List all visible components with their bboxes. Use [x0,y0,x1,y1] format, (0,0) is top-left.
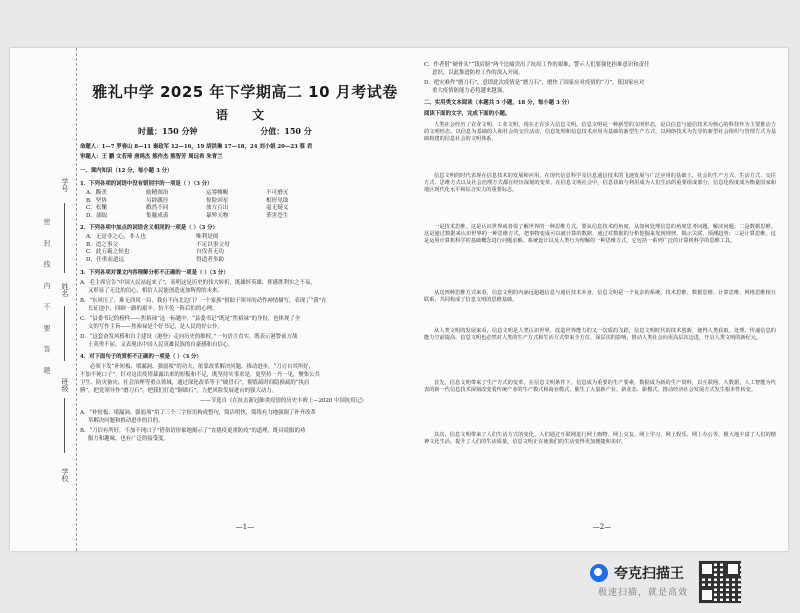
q3-option-d-cont: 士英勇不屈，又表现出中国人民英雄民族的自豪感和自信心。 [88,342,234,348]
exam-sheet [10,48,788,551]
q1-option-b[interactable]: B．坚协 另辟蹊径 惊险回星 相形见绌 [86,197,289,204]
q4-option-a[interactable]: A．“补短板、堵漏洞、强弱项”用了三个三字短语构成整句，简洁明快，简练有力地强调了补齐改革 [80,410,316,416]
q4-quote-line-1: 必须下发“补短板、堵漏洞、强弱项”的功夫，依靠改革解决问题、推动进步，“刀刃自其所好， [90,364,314,370]
question-2: 2．下列各项中加点的词语含义相同的一项是（ ）（3 分） [80,225,218,231]
question-1-options [86,190,326,220]
q4-option-d[interactable]: D．把灾难作“磨刀石”，意即此次疫情是“磨刀石”，磨快了国家应对疫情的“刀”，使国家应对 [424,80,645,86]
time-score-line [138,126,372,137]
label-school: 学校 [61,468,69,482]
section1-heading: 一、课内知识（12 分，每小题 3 分） [80,168,173,174]
question-1: 1．下列各项的词语中没有错别字的一项是（ ）（3 分） [80,181,213,187]
label-class: 班级 [61,378,69,392]
q4-source: ——节选自《在抗击新冠肺炎疫情的历史丰碑上—2020 中国抗疫记》 [200,398,367,404]
label-name: 姓名 [61,283,69,297]
passage-paragraph-3: 一是技术思维。这是认识世界或者说了解世界的一种思维方式。要从信息技术的角度，从如何处理信息的角度思考问题、解决问题；二是数据思维。这是通过数据来认识世界的一种思维方式，把事物变成可以被计算的数据，通过对数据的分析挖掘来发现规律、揭示关联、预测趋势；三是计算思维。这是运用计算机科学的基础概念进行问题求解、系统设计以及人类行为理解的一种思维方式，它包括一系列广泛的计算机科学的思维工具。 [424,224,776,245]
page-number-1: —1— [235,523,255,531]
q3-option-c[interactable]: C．“县委书记的榜样——焦裕禄”这一标题中，“县委书记”既是“焦裕禄”的身份，也体现了全 [80,316,301,322]
reviewers-line: 审题人：王 鹏 文若琦 唐鸿杰 熊作杰 熊智芳 周远希 朱青兰 [80,154,223,160]
quark-logo-icon [590,564,608,582]
scanner-watermark [590,560,790,600]
question-3: 3．下列各项对课文内容理解分析不正确的一项是（ ）（3 分） [80,270,229,276]
name-line [64,306,65,361]
section2-heading: 二、实用类文本阅读（本题共 5 小题，18 分，每小题 3 分） [424,100,573,106]
left-page [80,48,410,551]
q4-option-b[interactable]: B．“刀信有所好，不加不钝口子”借俗语形象地揭示了“直挑疫更重防疫”的道理，既具说服的劝 [80,428,306,434]
passage-paragraph-2: 信息文明的时代表现在信息技术的发展和应用，在现代信息科学及信息通信技术的飞速发展与广泛应用的基础上，社会的生产方式、生活方式、交往方式、思维方式以及社会治理方式都在经历深刻的变革。在信息文明社会中，信息获取与利用成为人们生活的重要组成部分，信息化程度成为衡量国家和地区现代化水平和综合实力的重要标志。 [424,173,776,194]
q1-option-a[interactable]: A．撕杀 励精图治 运筹帷幄 不可磨灭 [86,190,289,196]
q4-option-d-cont: 重大疫情防能力必将越来越强。 [432,88,508,94]
seal-line-text: 密 封 线 内 不 要 答 题 [43,218,51,380]
right-page [424,48,780,551]
passage-paragraph-5: 从人类文明的发展来看，信息文明是人类认识世界、改造世界能力的又一次质的飞跃，信息文明时代的技术创新，使得人类获取、处理、传递信息的能力空前提高，信息文明也必然对人类的生产方式和生活方式带来全方位、深层次的影响，推动人类社会向更高层次迈进，开启人类文明的新纪元。 [424,328,776,342]
q3-option-a-cont: 又彰显了无比的信心，相信人民能创造更加辉煌的未来。 [88,288,223,294]
reading-instruction: 阅读下面的文字，完成下面的小题。 [424,111,511,117]
subject-title: 语 文 [215,108,275,122]
passage-paragraph-7: 其次，信息文明带来了人们生活方式的变化。人们通过互联网进行网上购物、网上交友、网上学习、网上娱乐、网上办公等，极大地丰富了人们的精神文化生活，提升了人们的生活质量，信息文明正在使我们的生活变得更加便捷和美好。 [424,432,776,446]
q1-option-c[interactable]: C．松懈 戳然不同 放方百出 毫无疑义 [86,205,289,212]
question-2-options [86,234,256,264]
authors-line: 命题人：1—7 罗春山 8—11 秦政军 12—16，19 胡洪琳 17—18，24 刘小娟 20—23 蔡 君 [80,144,313,150]
label-number: 学号 [61,178,69,192]
page-number-2: —2— [592,523,612,531]
q2-option-a[interactable]: A．无是非之心，非人也 唯利是图 [86,234,219,240]
q2-option-d[interactable]: D．任重而道远 得道者多助 [86,256,224,263]
q3-option-b[interactable]: B．“东风压了，难无西风一局，我有不向北边门？一个家族”借助于领导的动作神情描写，表现了“我”在 [80,298,327,304]
exam-title: 雅礼中学 2025 年下学期高二 10 月考试卷 [92,83,398,101]
qr-code-icon [698,560,742,604]
q4-quote-line-3: 卫生、防灾备灾、社会治理等重点领域，通过深化改革等于“破冒石”，彻底疏时间隐换疏的“执肩 [80,380,310,386]
passage-paragraph-4: 从这四种思维方式来看，信息文明的内涵远超越信息与通信技术本身，信息文明是一个复杂的系统，技术思维、数据思维、计算思维、网络思维相互联系，共同构成了信息文明的思维基础。 [424,290,776,304]
q1-option-d[interactable]: D．溺取 集腋成裘 暴殄天物 荼害苍生 [86,212,289,219]
q3-option-d[interactable]: D．“这套奋发风格和自主建设（港登）走向历史的维权。”一句语言直实，既表示港警前方战 [80,334,298,340]
total-score: 分值：150 分 [260,126,312,136]
q2-option-b[interactable]: B．迨之事父 不足以事父母 [86,241,230,248]
scanner-app-name: 夸克扫描王 [614,566,684,582]
q4-option-a-cont: 革解决问题和推动进步的目的。 [88,418,164,424]
q4-quote-line-4: 膊”，把党领导作“磨刀石”，把我们打造“铜墙石”，力把风险发展进台的强大动力。 [80,388,278,394]
class-line [64,398,65,453]
q4-quote-line-2: 不加不钝口子”，针对这次疫情暴露出来的短板和不足，既坚持实事求是，更坚持一丹一见，聚集公共 [80,372,320,378]
passage-paragraph-1: 人类社会经历了农业文明、工业文明，现在正在步入信息文明。信息文明是一种新型的文明形态，是以信息与通信技术为核心的科技作为主要推动力的文明形态。以信息为基础的人和社会的交往活动，信息处理和信息技术应用为基础的新型生产方式，以网络技术为先导的新型社会组织与管理方式为基础构建的信息社会的文明体系。 [424,122,776,143]
question-4: 4．对下面句子的赏析不正确的一项是（ ）（3 分） [80,354,202,360]
q3-option-b-cont: 长征途中，回顾一路的艰辛。仿不免一阵后怕的心理。 [88,306,218,312]
q4-option-b-cont: 服力和趣味，也有广泛的接受度。 [88,436,169,442]
q4-option-c-cont: 意识，以此推进防控工作的深入开展。 [432,70,524,76]
q2-option-c[interactable]: C．此五霸之侯也 自伐者无功 [86,249,224,256]
q3-option-a[interactable]: A．毛主席宣告“中国人民站起来了”，表明这是历史的伟大转折，既雄怀英雄，挥感胜利实之不易， [80,280,316,286]
scanner-slogan: 极速扫描，就是高效 [598,588,689,598]
passage-paragraph-6: 首先，信息文明带来了生产方式的变革。在信息文明条件下，信息成为重要的生产要素，数据成为新的生产资料，以互联网、大数据、人工智能为代表的新一代信息技术深刻改变着传统产业的生产模式和商业模式，催生了大量新产业、新业态、新模式，推动经济社会发展方式发生根本性转变。 [424,380,776,394]
time-limit: 时量：150 分钟 [138,126,198,136]
number-line [64,203,65,273]
q3-option-c-cont: 文的写作主旨——焦裕禄是个好书记，是人民的好公仆。 [88,324,223,330]
binding-margin [10,48,77,551]
q4-option-c[interactable]: C．作者借“硬骨头”“钱肩膀”两个比喻突出了抗疫工作的艰难，警示人们要强化担难意识和责任 [424,62,650,68]
